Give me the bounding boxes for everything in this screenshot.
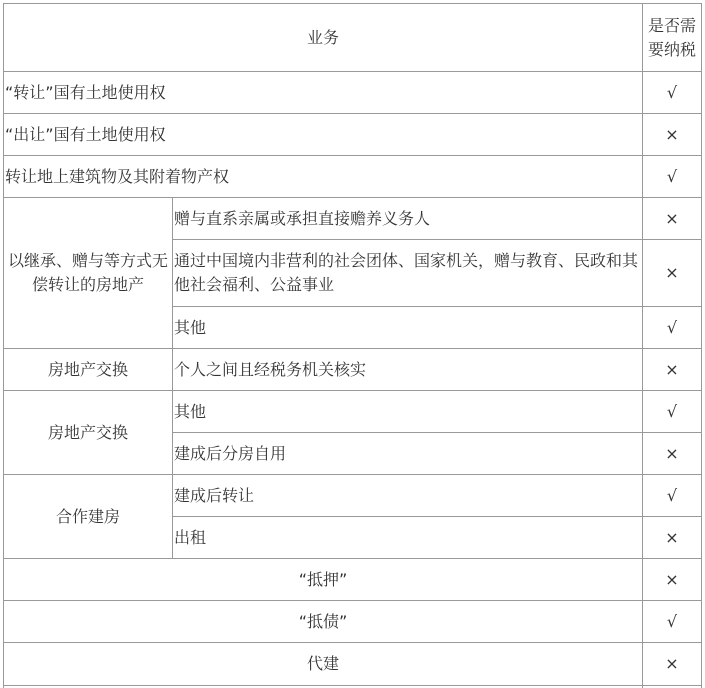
tax-required-cell: √ [643, 156, 702, 198]
category-cell: 以继承、赠与等方式无偿转让的房地产 [4, 198, 173, 349]
tax-required-cell: √ [643, 475, 702, 517]
tax-required-cell: × [643, 433, 702, 475]
detail-cell: 其他 [173, 307, 643, 349]
business-cell: “转让”国有土地使用权 [4, 72, 643, 114]
detail-cell: 通过中国境内非营利的社会团体、国家机关，赠与教育、民政和其他社会福利、公益事业 [173, 240, 643, 307]
tax-required-cell: × [643, 643, 702, 686]
tax-required-cell: × [643, 559, 702, 601]
tax-required-cell: × [643, 240, 702, 307]
category-cell: 房地产交换 [4, 391, 173, 475]
tax-required-cell: × [643, 517, 702, 559]
business-cell: 代建 [4, 643, 643, 686]
detail-cell: 出租 [173, 517, 643, 559]
tax-required-cell: × [643, 114, 702, 156]
detail-cell: 赠与直系亲属或承担直接赡养义务人 [173, 198, 643, 240]
business-cell: “出让”国有土地使用权 [4, 114, 643, 156]
detail-cell: 个人之间且经税务机关核实 [173, 349, 643, 391]
detail-cell: 建成后转让 [173, 475, 643, 517]
business-cell: “抵押” [4, 559, 643, 601]
tax-required-cell: √ [643, 391, 702, 433]
tax-required-cell: √ [643, 72, 702, 114]
business-cell: “抵债” [4, 601, 643, 643]
detail-cell: 其他 [173, 391, 643, 433]
header-business: 业务 [4, 4, 643, 72]
tax-table [3, 3, 702, 686]
detail-cell: 建成后分房自用 [173, 433, 643, 475]
business-cell: 转让地上建筑物及其附着物产权 [4, 156, 643, 198]
tax-required-cell: × [643, 349, 702, 391]
category-cell: 合作建房 [4, 475, 173, 559]
category-cell: 房地产交换 [4, 349, 173, 391]
tax-required-cell: √ [643, 307, 702, 349]
tax-required-cell: × [643, 198, 702, 240]
header-tax-required: 是否需要纳税 [643, 4, 702, 72]
tax-required-cell: √ [643, 601, 702, 643]
